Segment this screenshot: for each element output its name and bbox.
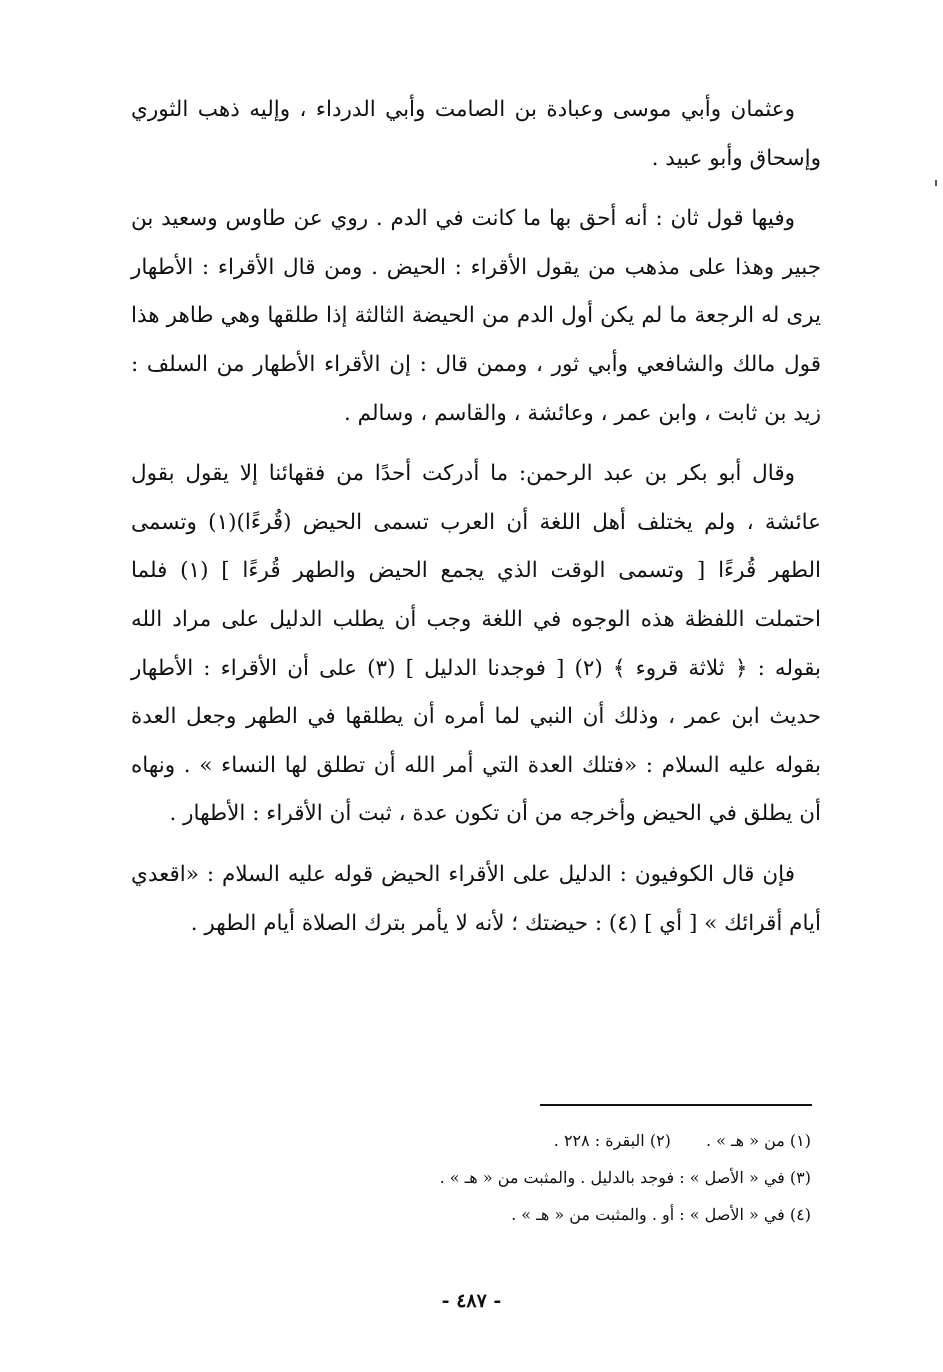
main-text [131, 86, 821, 948]
paragraph-2: وفيها قول ثان : أنه أحق بها ما كانت في الدم . روي عن طاوس وسعيد بن جبير وهذا على مذهب من يقول الأقراء : الحيض . ومن قال الأقراء : الأطهار يرى له الرجعة ما لم يكن أول الدم من الحيضة الثالثة إذا طلقها وهي طاهر هذا قول مالك والشافعي وأبي ثور ، وممن قال : إن الأقراء الأطهار من السلف : زيد بن ثابت ، وابن عمر ، وعائشة ، والقاسم ، وسالم . [131, 206, 821, 426]
paragraph-4: فإن قال الكوفيون : الدليل على الأقراء الحيض قوله عليه السلام : «اقعدي أيام أقرائك » [ أي ] (٤) : حيضتك ؛ لأنه لا يأمر بترك الصلاة أيام الطهر . [131, 861, 821, 936]
footnote-4: (٤) في « الأصل » : أو . والمثبت من « هـ » . [511, 1205, 811, 1224]
footnote-3: (٣) في « الأصل » : فوجد بالدليل . والمثبت من « هـ » . [439, 1168, 811, 1187]
footnote-divider [540, 1104, 812, 1106]
footnote-row-1 [131, 1122, 811, 1159]
footnote-1: (١) من « هـ » . [705, 1131, 811, 1150]
footnote-2: (٢) البقرة : ٢٢٨ . [553, 1131, 671, 1150]
page-number: - ٤٨٧ - [441, 1290, 502, 1312]
paragraph-1: وعثمان وأبي موسى وعبادة بن الصامت وأبي الدرداء ، وإليه ذهب الثوري وإسحاق وأبو عبيد . [131, 97, 821, 171]
footnotes [131, 1122, 811, 1233]
scan-mark [935, 180, 937, 186]
paragraph-3: وقال أبو بكر بن عبد الرحمن: ما أدركت أحدًا من فقهائنا إلا يقول بقول عائشة ، ولم يختلف أهل اللغة أن العرب تسمى الحيض (قُرءًا)(١) وتسمى الطهر قُرءًا [ وتسمى الوقت الذي يجمع الحيض والطهر قُرءًا ] (١) فلما احتملت اللفظة هذه الوجوه في اللغة وجب أن يطلب الدليل على مراد الله بقوله : ﴿ ثلاثة قروء ﴾ (٢) [ فوجدنا الدليل ] (٣) على أن الأقراء : الأطهار حديث ابن عمر ، وذلك أن النبي لما أمره أن يطلقها في الطهر وجعل العدة بقوله عليه السلام : «فتلك العدة التي أمر الله أن تطلق لها النساء » . ونهاه أن يطلق في الحيض وأخرجه من أن تكون عدة ، ثبت أن الأقراء : الأطهار . [131, 461, 821, 827]
